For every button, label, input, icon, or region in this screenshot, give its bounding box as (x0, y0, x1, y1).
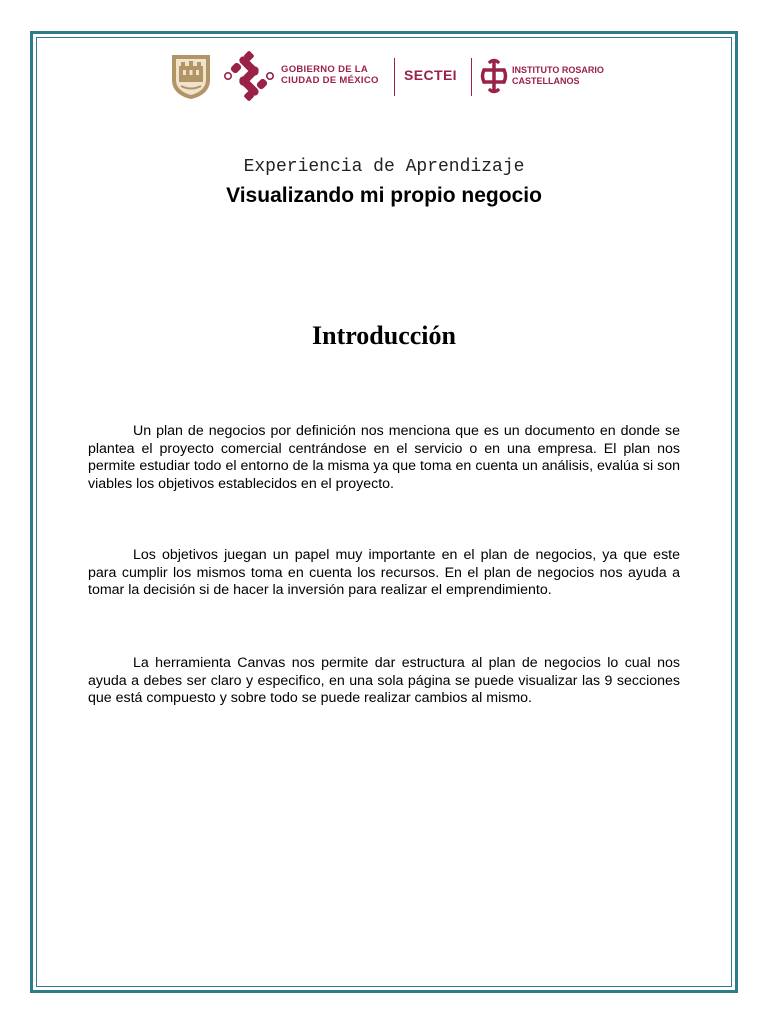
header-divider (471, 58, 472, 96)
document-subtitle: Experiencia de Aprendizaje (243, 157, 525, 177)
cdmx-coat-of-arms-icon (169, 52, 213, 100)
section-heading: Introducción (312, 321, 456, 350)
secretariat-name: SECTEI (404, 67, 457, 83)
header-divider (394, 58, 395, 96)
intro-paragraph-3: La herramienta Canvas nos permite dar estructura al plan de negocios lo cual nos ayuda a debes ser claro y especifico, en una sola página se puede visualizar las 9 secciones que está compuesto y sobre todo se puede realizar cambios al mismo. (88, 655, 680, 706)
institute-logo-icon (480, 58, 508, 94)
institute-line-1: INSTITUTO ROSARIO (512, 65, 604, 75)
intro-paragraph-1: Un plan de negocios por definición nos menciona que es un documento en donde se plantea el proyecto comercial centrándose en el servicio o en una empresa. El plan nos permite estudiar todo el entorno de la misma ya que toma en cuenta un análisis, evalúa si son viables los objetivos establecidos en el proyecto. (88, 423, 680, 492)
government-line-2: CIUDAD DE MÉXICO (281, 75, 379, 86)
government-line-1: GOBIERNO DE LA (281, 64, 369, 75)
institute-line-2: CASTELLANOS (512, 76, 580, 86)
cdmx-logo-icon (224, 50, 274, 102)
page-border-inner (36, 37, 732, 987)
document-title: Visualizando mi propio negocio (226, 184, 542, 207)
government-name (281, 64, 391, 86)
institute-name (512, 65, 632, 87)
intro-paragraph-2: Los objetivos juegan un papel muy importante en el plan de negocios, ya que este para cumplir los mismos toma en cuenta los recursos. En el plan de negocios nos ayuda a tomar la decisión si de hacer la inversión para realizar el emprendimiento. (88, 547, 680, 598)
institutional-header (0, 48, 768, 104)
